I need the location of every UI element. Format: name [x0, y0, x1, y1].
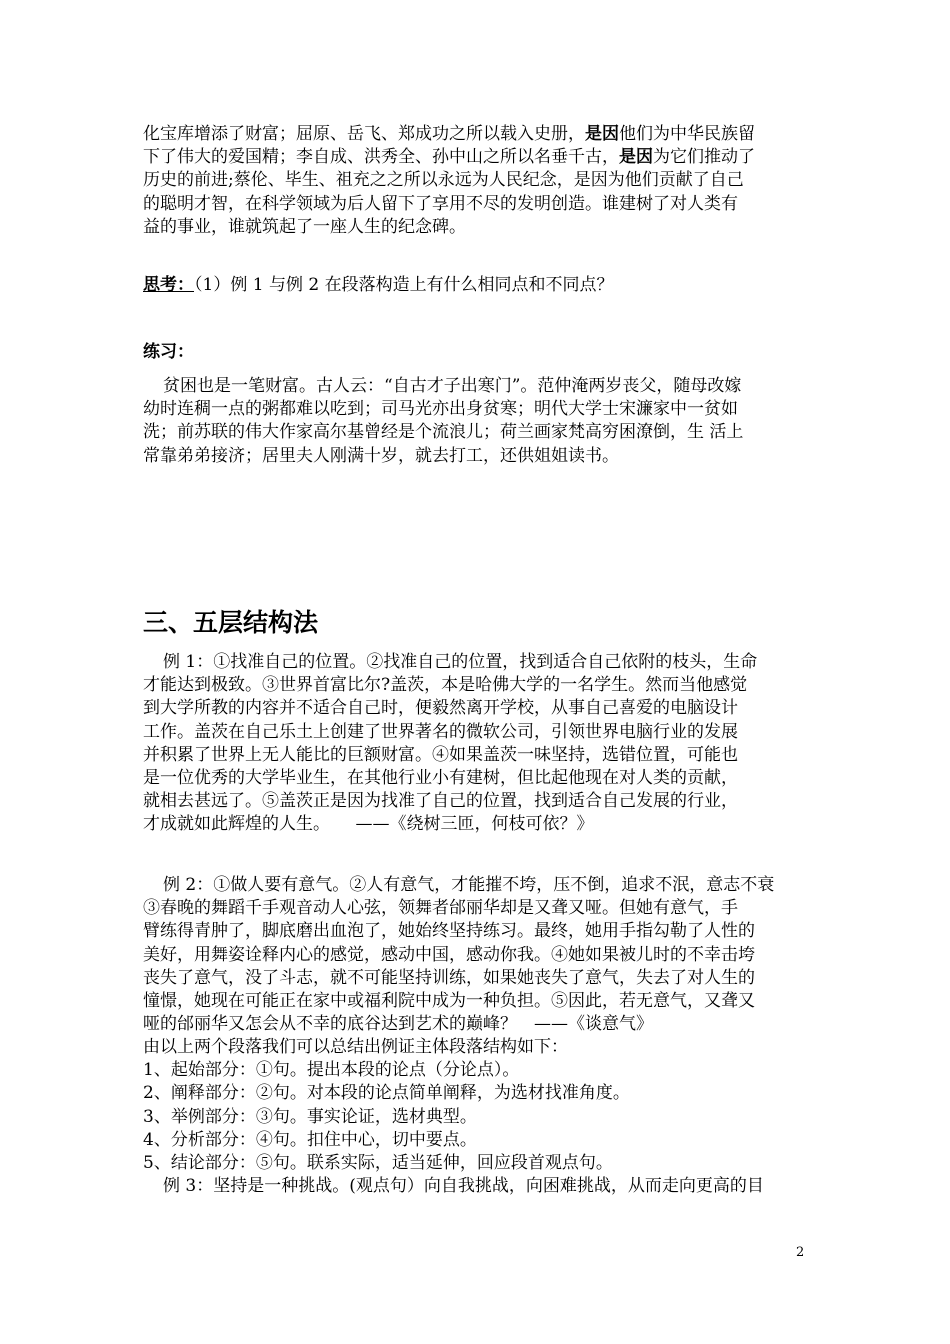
example-line: 哑的邰丽华又怎会从不幸的底谷达到艺术的巅峰？ ——《谈意气》 [143, 1014, 653, 1035]
practice-paragraph [143, 375, 811, 468]
summary-item: 5、结论部分：⑤句。联系实际，适当延伸，回应段首观点句。 [143, 1153, 613, 1174]
summary-list [143, 1036, 811, 1175]
intro-line: 下了伟大的爱国精；李自成、洪秀全、孙中山之所以名垂千古，是因为它们推动了 [143, 147, 755, 168]
intro-line: 历史的前进;蔡伦、毕生、祖充之之所以永远为人民纪念，是因为他们贡献了自己 [143, 170, 744, 191]
example-line: 并积累了世界上无人能比的巨额财富。④如果盖茨一味坚持，选错位置，可能也 [143, 744, 738, 765]
practice-line: 幼时连稠一点的粥都难以吃到；司马光亦出身贫寒；明代大学士宋濂家中一贫如 [143, 399, 738, 420]
think-text: （1）例 1 与例 2 在段落构造上有什么相同点和不同点？ [194, 275, 614, 295]
intro-paragraph [143, 123, 811, 239]
example-line: 臂练得青肿了，脚底磨出血泡了，她始终坚持练习。最终，她用手指勾勒了人性的 [143, 921, 755, 942]
example-line: 才成就如此辉煌的人生。 ——《绕树三匝，何枝可依？》 [143, 814, 594, 835]
example-line: 例 1：①找准自己的位置。②找准自己的位置，找到适合自己依附的枝头，生命 [163, 652, 758, 672]
intro-line: 化宝库增添了财富；屈原、岳飞、郑成功之所以载入史册，是因他们为中华民族留 [143, 124, 755, 144]
practice-heading [143, 341, 811, 364]
example-3 [143, 1175, 811, 1198]
intro-line: 益的事业，谁就筑起了一座人生的纪念碑。 [143, 216, 466, 237]
practice-line: 常靠弟弟接济；居里夫人刚满十岁，就去打工，还供姐姐读书。 [143, 445, 619, 466]
example-line: 例 2：①做人要有意气。②人有意气，才能摧不垮，压不倒，追求不泯，意志不衰 [163, 875, 775, 895]
summary-item: 3、举例部分：③句。事实论证，选材典型。 [143, 1106, 477, 1127]
example-line: 丧失了意气，没了斗志，就不可能坚持训练，如果她丧失了意气，失去了对人生的 [143, 967, 755, 988]
example-line: ③春晚的舞蹈千手观音动人心弦，领舞者邰丽华却是又聋又哑。但她有意气，手 [143, 898, 738, 919]
summary-item: 4、分析部分：④句。扣住中心，切中要点。 [143, 1129, 477, 1150]
example-line: 憧憬，她现在可能正在家中或福利院中成为一种负担。⑤因此，若无意气，又聋又 [143, 991, 755, 1012]
practice-line: 洗；前苏联的伟大作家高尔基曾经是个流浪儿；荷兰画家梵高穷困潦倒，生 活上 [143, 422, 744, 443]
summary-item: 1、起始部分：①句。提出本段的论点（分论点）。 [143, 1060, 520, 1081]
example-line: 就相去甚远了。⑤盖茨正是因为找准了自己的位置，找到适合自己发展的行业， [143, 791, 738, 812]
think-question [143, 274, 811, 297]
practice-line: 贫困也是一笔财富。古人云：“自古才子出寒门”。范仲淹两岁丧父，随母改嫁 [163, 376, 742, 396]
example-2 [143, 874, 811, 1036]
summary-item: 2、阐释部分：②句。对本段的论点简单阐释，为选材找准角度。 [143, 1083, 630, 1104]
practice-label: 练习： [143, 342, 194, 362]
example-line: 才能达到极致。③世界首富比尔?盖茨，本是哈佛大学的一名学生。然而当他感觉 [143, 675, 748, 696]
example-line: 工作。盖茨在自己乐土上创建了世界著名的微软公司，引领世界电脑行业的发展 [143, 721, 738, 742]
page-number: 2 [796, 1245, 805, 1260]
example-line: 是一位优秀的大学毕业生，在其他行业小有建树，但比起他现在对人类的贡献， [143, 768, 738, 789]
intro-line: 的聪明才智，在科学领域为后人留下了享用不尽的发明创造。谁建树了对人类有 [143, 193, 738, 214]
example-line: 例 3：坚持是一种挑战。(观点句）向自我挑战，向困难挑战，从而走向更高的目 [163, 1176, 764, 1196]
example-line: 到大学所教的内容并不适合自己时，便毅然离开学校，从事自己喜爱的电脑设计 [143, 698, 738, 719]
section-title: 三、五层结构法 [143, 608, 319, 637]
example-1 [143, 651, 811, 837]
summary-intro: 由以上两个段落我们可以总结出例证主体段落结构如下： [143, 1037, 568, 1057]
think-label: 思考： [143, 275, 194, 295]
example-line: 美好，用舞姿诠释内心的感觉，感动中国，感动你我。④她如果被儿时的不幸击垮 [143, 944, 755, 965]
